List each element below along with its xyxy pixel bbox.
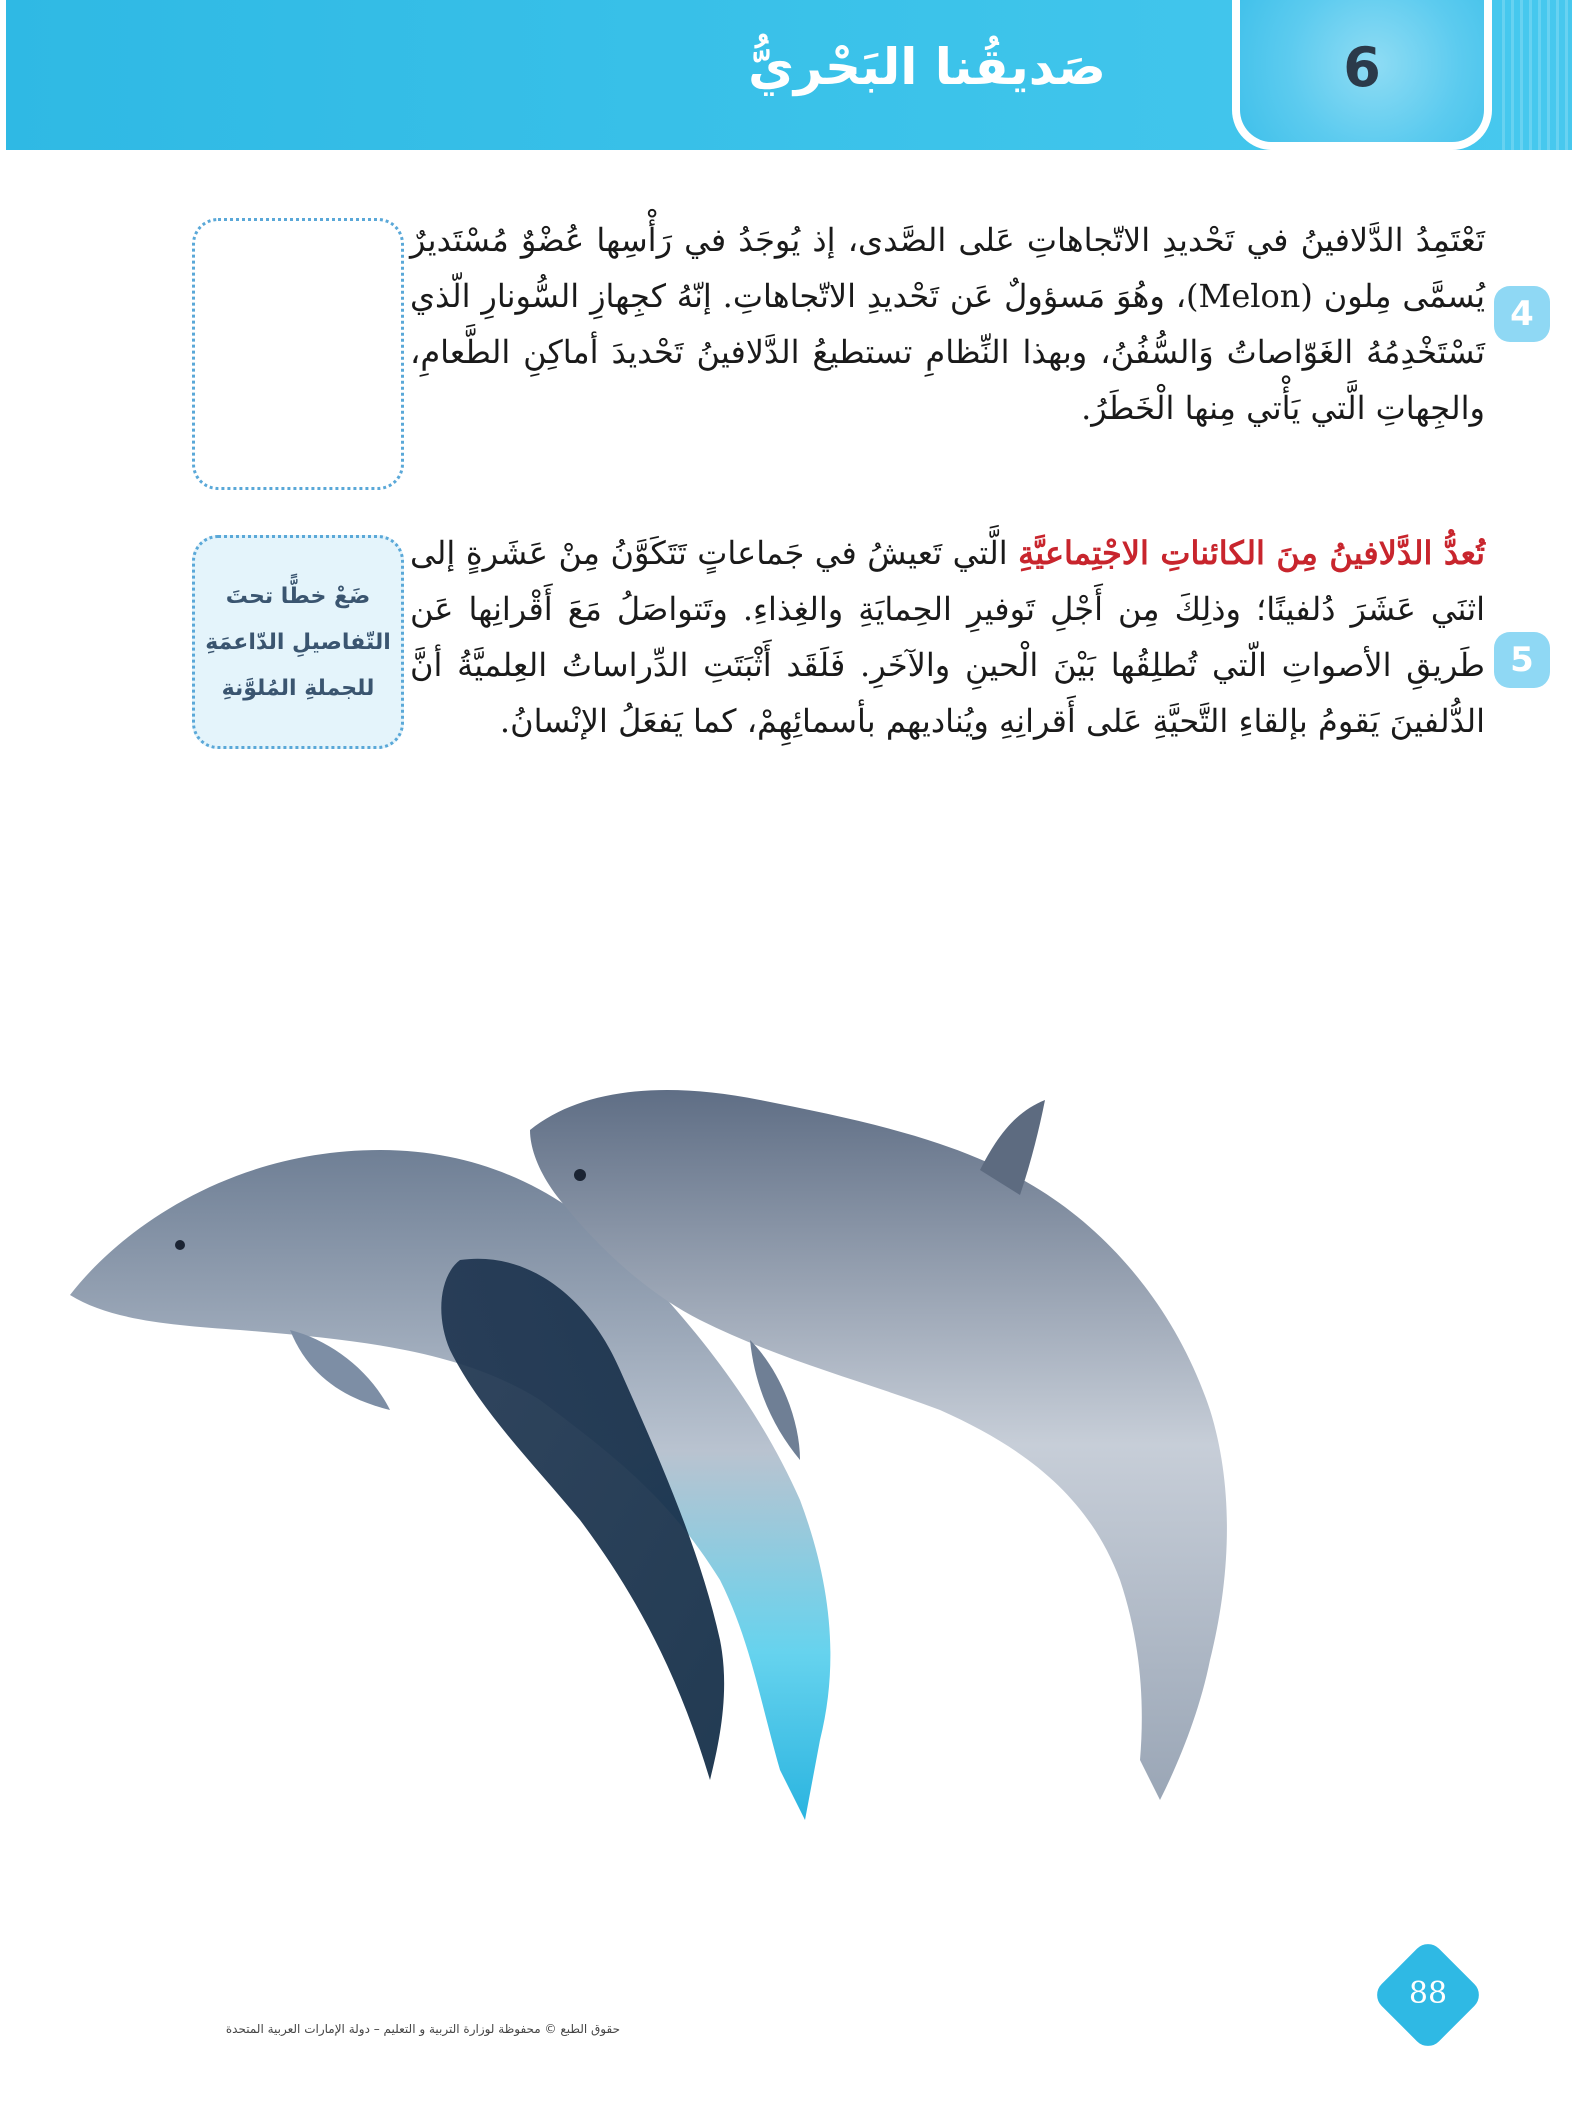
paragraph-number-badge: 4 — [1494, 286, 1550, 342]
copyright-notice: حقوق الطبع © محفوظة لوزارة التربية و التعليم – دولة الإمارات العربية المتحدة — [225, 2022, 620, 2036]
paragraph-5 — [410, 525, 1485, 749]
header-pattern — [1502, 0, 1572, 150]
page-number-badge — [1363, 1930, 1493, 2060]
paragraph-4: تَعْتَمِدُ الدَّلافينُ في تَحْديدِ الاتّجاهاتِ عَلى الصَّدى، إذ يُوجَدُ في رَأْسِها عُضْوٌ مُسْتَديرٌ يُسمَّى مِلون (Melon)، وهُوَ مَسؤولٌ عَن تَحْديدِ الاتّجاهاتِ. إنّهُ كجِهازِ السُّونارِ الّذي تَسْتَخْدِمُهُ الغَوّاصاتُ وَالسُّفُنُ، وبهذا النِّظامِ تستطيعُ الدَّلافينُ تَحْديدَ أماكِنِ الطَّعامِ، والجِهاتِ الَّتي يَأْتي مِنها الْخَطَرُ. — [410, 221, 1486, 427]
page-number: 88 — [1408, 1976, 1448, 2011]
empty-note-box — [192, 218, 404, 490]
chapter-title: صَديقُنا البَحْريُّ — [748, 38, 1106, 96]
chapter-header — [6, 0, 1572, 150]
highlighted-sentence: تُعدُّ الدَّلافينُ مِنَ الكائناتِ الاجْتِماعيَّةِ — [1018, 534, 1485, 572]
chapter-number: 6 — [1343, 36, 1381, 99]
side-note-line: التّفاصيلِ الدّاعمَةِ — [205, 630, 391, 655]
side-note-line: للجملةِ المُلوَّنةِ — [221, 676, 375, 701]
chapter-number-tab — [1232, 0, 1492, 150]
paragraph-number-badge: 5 — [1494, 632, 1550, 688]
paragraph-5-text: الَّتي تَعيشُ في جَماعاتٍ تَتَكَوَّنُ مِنْ عَشَرةٍ إلى اثنَي عَشَرَ دُلفينًا؛ وذلِكَ مِن أَجْلِ تَوفيرِ الحِمايَةِ والغِذاءِ. وتَتواصَلُ مَعَ أَقْرانِها عَن طَريقِ الأصواتِ الّتي تُطلِقُها بَيْنَ الْحينِ والآخَرِ. فَلَقَد أَثْبَتَتِ الدِّراساتُ العِلميَّةُ أنَّ الدُّلفينَ يَقومُ بإلقاءِ التَّحيَّةِ عَلى أَقرانِهِ ويُناديهم بأسمائِهِمْ، كما يَفعَلُ الإنْسانُ. — [410, 534, 1485, 740]
side-note-line: ضَعْ خطًّا تحتَ — [225, 584, 371, 609]
dolphins-image — [60, 1080, 1480, 1840]
dolphins-illustration — [60, 1080, 1480, 1840]
side-note-box — [192, 535, 404, 749]
